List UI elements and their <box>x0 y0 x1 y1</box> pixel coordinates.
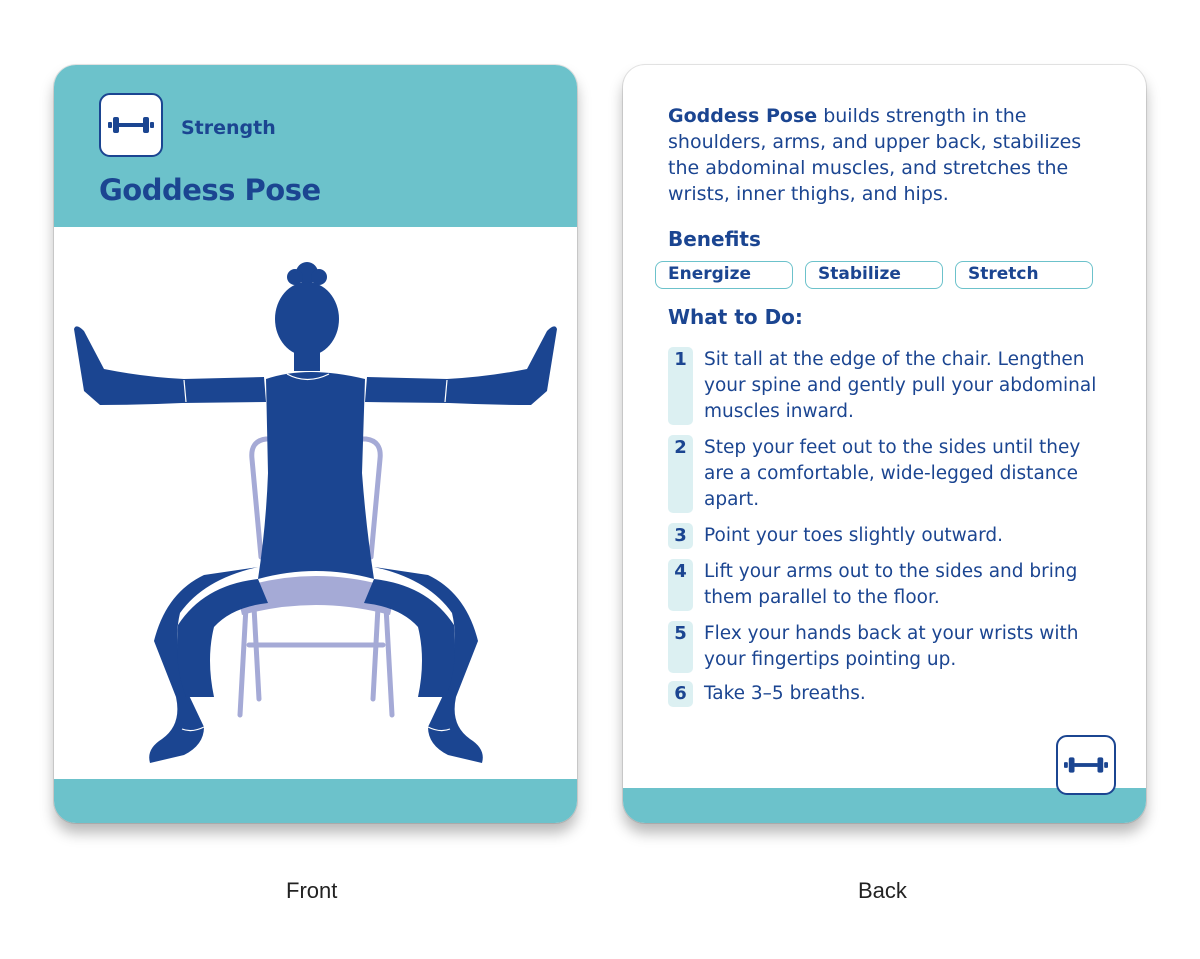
back-caption: Back <box>858 878 907 903</box>
step-number: 5 <box>668 621 693 673</box>
category-label: Strength <box>181 117 276 139</box>
step-number: 3 <box>668 523 693 549</box>
back-card <box>623 65 1146 823</box>
category-icon-box <box>99 93 163 157</box>
step-text: Point your toes slightly outward. <box>704 525 1004 546</box>
step-text: Lift your arms out to the sides and bring them parallel to the floor. <box>704 561 1078 608</box>
benefit-tag: Energize <box>655 261 793 289</box>
dumbbell-icon <box>1064 754 1108 776</box>
benefits-tags <box>655 261 1095 289</box>
step-number: 4 <box>668 559 693 611</box>
dumbbell-icon <box>108 114 154 136</box>
benefit-tag: Stabilize <box>805 261 943 289</box>
step-text: Sit tall at the edge of the chair. Lengthen your spine and gently pull your abdominal muscles inward. <box>704 349 1097 422</box>
front-caption: Front <box>286 878 338 903</box>
pose-name-bold: Goddess Pose <box>668 105 818 127</box>
front-footer-band <box>54 779 577 823</box>
step-number: 1 <box>668 347 693 425</box>
pose-title: Goddess Pose <box>99 173 321 207</box>
what-to-do-heading: What to Do: <box>668 305 803 329</box>
step-number: 6 <box>668 681 693 707</box>
pose-description-text: builds strength in the shoulders, arms, and upper back, stabilizes the abdominal muscles, and stretches the wrists, inner thighs, and hips. <box>668 105 1082 205</box>
goddess-pose-illustration <box>54 227 577 780</box>
step-text: Step your feet out to the sides until they are a comfortable, wide-legged distance apart. <box>704 437 1081 510</box>
category-icon-box <box>1056 735 1116 795</box>
front-card <box>54 65 577 823</box>
step-text: Flex your hands back at your wrists with your fingertips pointing up. <box>704 623 1079 670</box>
benefit-tag: Stretch <box>955 261 1093 289</box>
step-number: 2 <box>668 435 693 513</box>
pose-description <box>668 103 1108 207</box>
benefits-heading: Benefits <box>668 227 761 251</box>
step-text: Take 3–5 breaths. <box>704 683 866 704</box>
